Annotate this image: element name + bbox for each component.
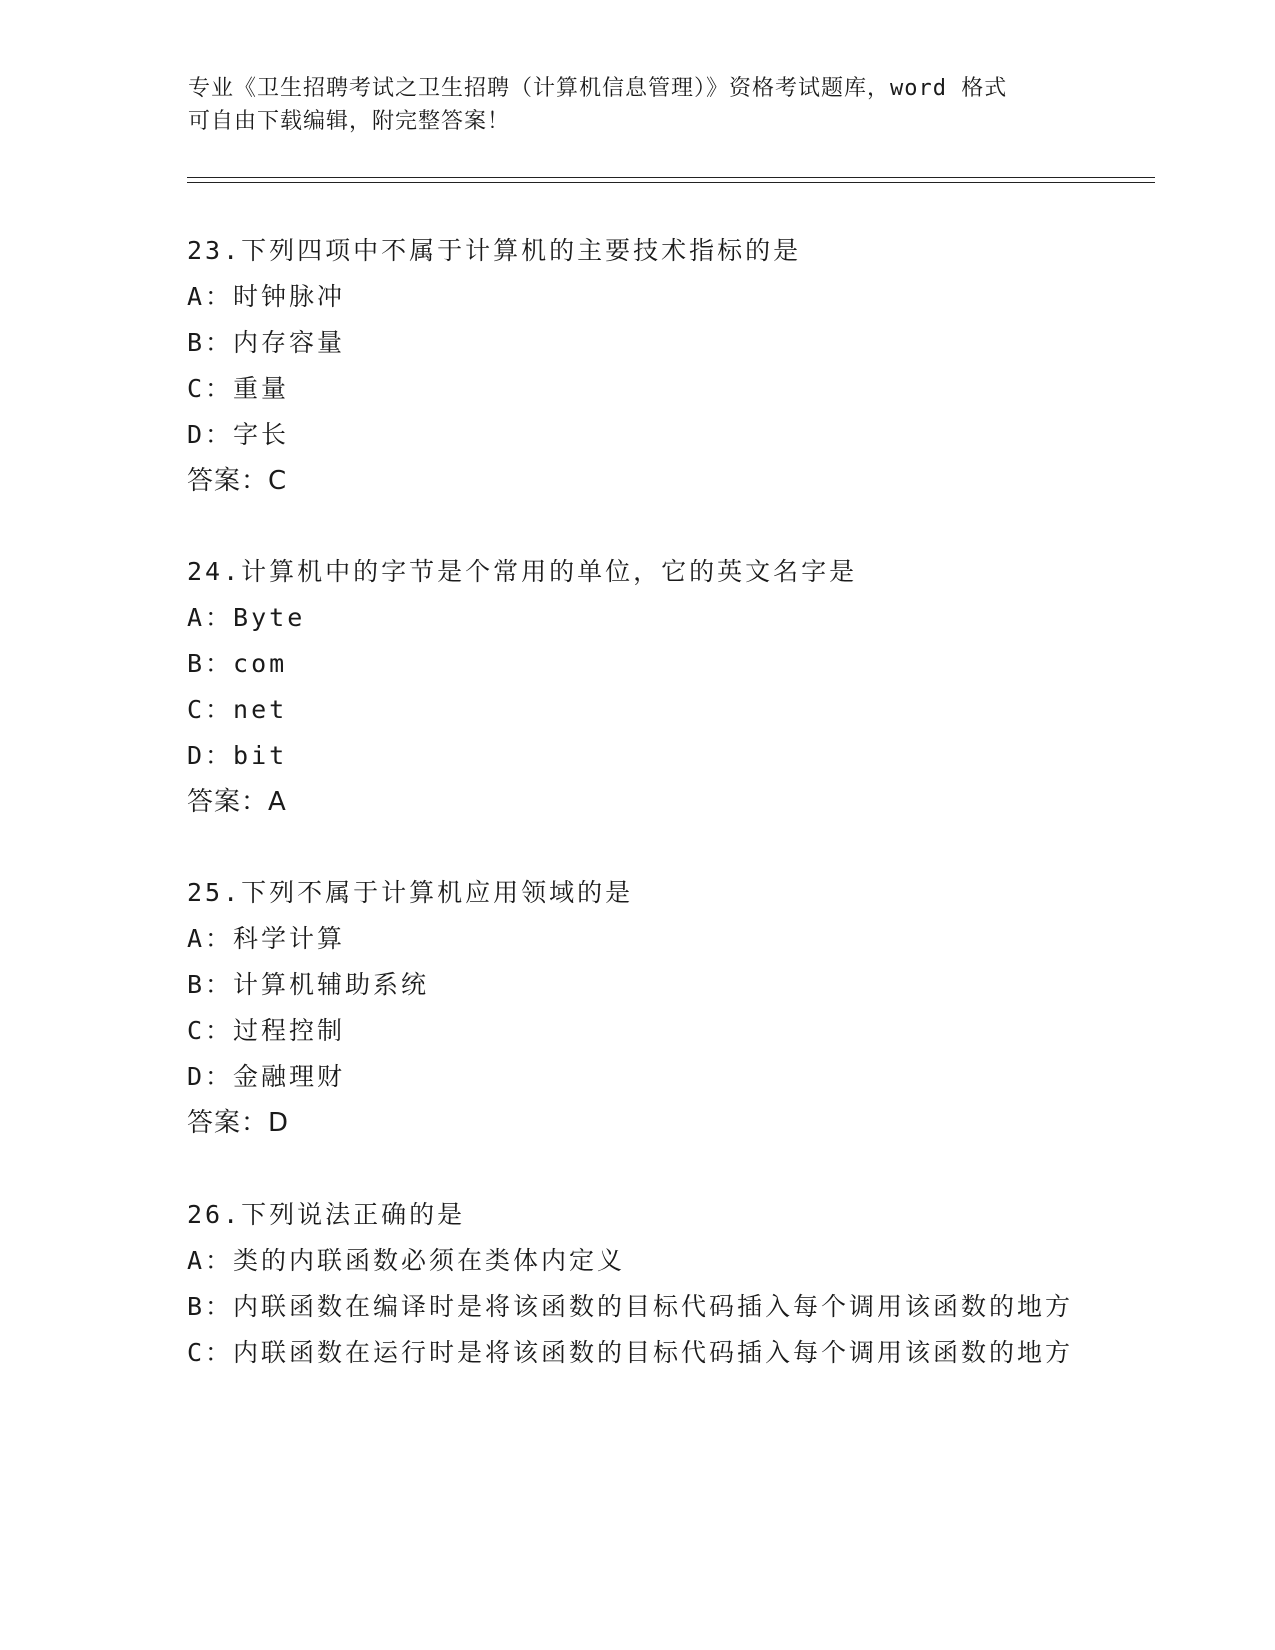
- option-c: C：重量: [187, 374, 290, 403]
- option-b: B：内联函数在编译时是将该函数的目标代码插入每个调用该函数的地方: [187, 1292, 1074, 1321]
- header-rule-bottom: [187, 182, 1155, 183]
- option-d: D：bit: [187, 741, 288, 770]
- question-25: [187, 870, 1087, 1146]
- document-header: [188, 72, 1088, 138]
- question-23: [187, 228, 1087, 504]
- option-b: B：计算机辅助系统: [187, 970, 430, 999]
- header-rule-top: [187, 177, 1155, 178]
- option-b: B：com: [187, 649, 288, 678]
- answer: 答案：A: [187, 787, 287, 817]
- option-d: D：金融理财: [187, 1062, 346, 1091]
- question-26: [187, 1192, 1087, 1376]
- option-a: A：科学计算: [187, 924, 346, 953]
- question-24: [187, 549, 1087, 825]
- question-stem: 23.下列四项中不属于计算机的主要技术指标的是: [187, 236, 802, 265]
- question-stem: 24.计算机中的字节是个常用的单位，它的英文名字是: [187, 557, 858, 586]
- option-b: B：内存容量: [187, 328, 346, 357]
- option-c: C：过程控制: [187, 1016, 346, 1045]
- option-a: A：类的内联函数必须在类体内定义: [187, 1246, 626, 1275]
- header-line-1: 专业《卫生招聘考试之卫生招聘（计算机信息管理）》资格考试题库，word 格式: [188, 76, 1008, 101]
- option-d: D：字长: [187, 420, 290, 449]
- header-line-2: 可自由下载编辑，附完整答案！: [188, 109, 511, 134]
- option-c: C：net: [187, 695, 288, 724]
- question-stem: 25.下列不属于计算机应用领域的是: [187, 878, 634, 907]
- question-stem: 26.下列说法正确的是: [187, 1200, 466, 1229]
- answer: 答案：C: [187, 466, 288, 496]
- option-a: A：Byte: [187, 603, 306, 632]
- option-c: C：内联函数在运行时是将该函数的目标代码插入每个调用该函数的地方: [187, 1338, 1074, 1367]
- answer: 答案：D: [187, 1108, 290, 1138]
- option-a: A：时钟脉冲: [187, 282, 346, 311]
